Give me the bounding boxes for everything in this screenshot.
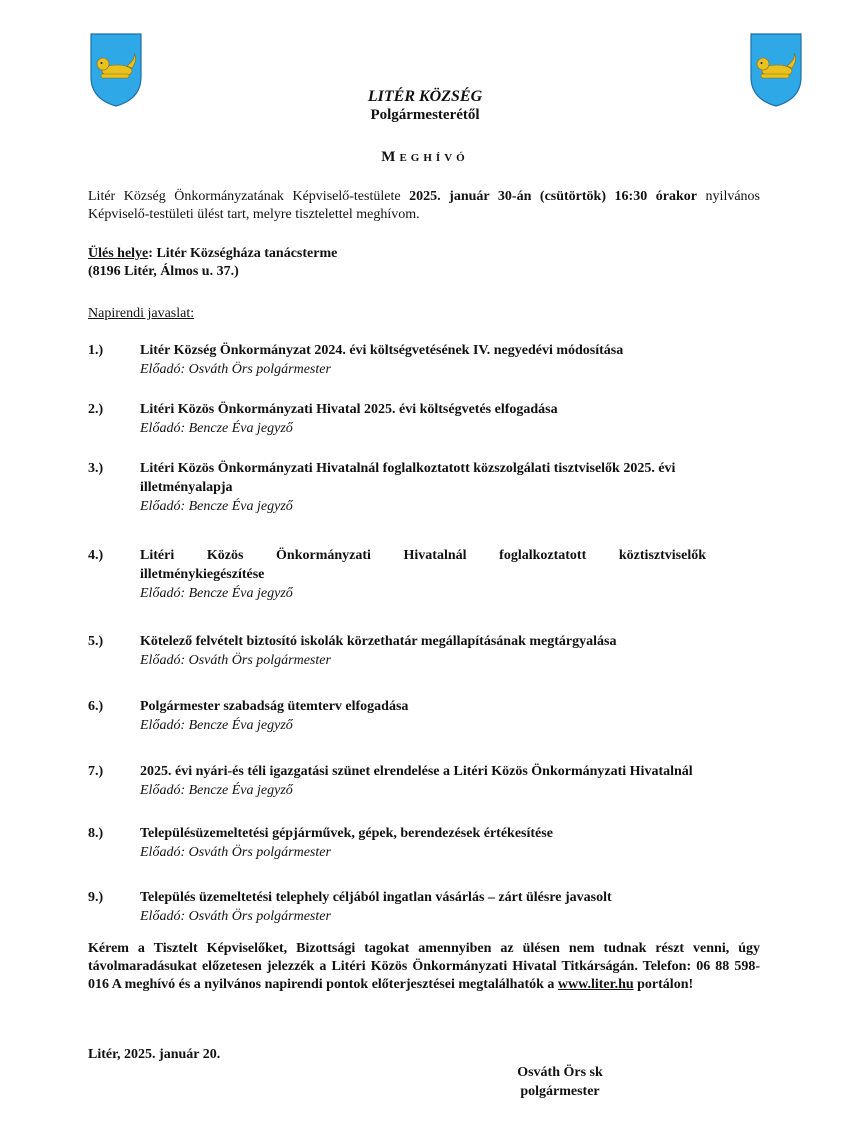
agenda-item-presenter: Előadó: Osváth Örs polgármester — [140, 845, 331, 860]
agenda-item-title-continued: illetményalapja — [140, 480, 233, 495]
agenda-item-title: Litéri Közös Önkormányzati Hivatal 2025. évi költségvetés elfogadása — [140, 402, 558, 417]
intro-paragraph: Litér Község Önkormányzatának Képviselő-testülete 2025. január 30-án (csütörtök) 16:30 órakor nyilvános Képviselő-testületi ülést tart, melyre tisztelettel meghívom. — [88, 189, 760, 222]
agenda-item-title: Litér Község Önkormányzat 2024. évi költségvetésének IV. negyedévi módosítása — [140, 343, 624, 358]
agenda-item-presenter: Előadó: Bencze Éva jegyző — [140, 586, 293, 601]
closing-paragraph: Kérem a Tisztelt Képviselőket, Bizottsági tagokat amennyiben az ülésen nem tudnak részt venni, úgy távolmaradásukat előzetesen jelezzék a Litéri Közös Önkormányzati Hivatal Titkárságán. Telefon: 06 88 598-016 A meghívó és a nyilvános napirendi pontok előterjesztései megtalálhatók a www.liter.hu portálon! — [88, 941, 760, 992]
document-title: MEGHÍVÓ — [381, 149, 469, 165]
agenda-item-presenter: Előadó: Bencze Éva jegyző — [140, 421, 293, 436]
village-name: LITÉR KÖZSÉG — [367, 88, 483, 105]
website-link[interactable]: www.liter.hu — [557, 977, 634, 992]
agenda-item-title: 2025. évi nyári-és téli igazgatási szünet elrendelése a Litéri Közös Önkormányzati Hivatalnál — [140, 764, 693, 779]
agenda-item-title: Település üzemeltetési telephely céljából ingatlan vásárlás – zárt ülésre javasolt — [140, 890, 612, 905]
agenda-item-presenter: Előadó: Osváth Örs polgármester — [140, 909, 331, 924]
meeting-datetime: 2025. január 30-án (csütörtök) 16:30 órakor — [409, 189, 697, 204]
agenda-item-presenter: Előadó: Bencze Éva jegyző — [140, 783, 293, 798]
document-header — [0, 88, 850, 124]
venue-block: Ülés helye: Litér Községháza tanácsterme (8196 Litér, Álmos u. 37.) — [88, 245, 760, 281]
venue-place: Litér Községháza tanácsterme — [156, 246, 338, 261]
agenda-item-title-continued: illetménykiegészítése — [140, 567, 265, 582]
agenda-item-presenter: Előadó: Bencze Éva jegyző — [140, 499, 293, 514]
place-date: Litér, 2025. január 20. — [88, 1047, 221, 1062]
agenda-item-presenter: Előadó: Osváth Örs polgármester — [140, 362, 331, 377]
agenda-item-presenter: Előadó: Osváth Örs polgármester — [140, 653, 331, 668]
agenda-item-title: Településüzemeltetési gépjárművek, gépek, berendezések értékesítése — [140, 826, 553, 841]
agenda-item-presenter: Előadó: Bencze Éva jegyző — [140, 718, 293, 733]
signature-role: polgármester — [520, 1084, 600, 1099]
venue-address: (8196 Litér, Álmos u. 37.) — [88, 264, 239, 279]
agenda-item-title: Kötelező felvételt biztosító iskolák körzethatár megállapításának megtárgyalása — [140, 634, 617, 649]
agenda-item-title: Polgármester szabadság ütemterv elfogadása — [140, 699, 409, 714]
signature-block — [480, 1063, 640, 1101]
signature-name: Osváth Örs sk — [517, 1065, 603, 1080]
agenda-item-title: Litéri Közös Önkormányzati Hivatalnál foglalkoztatott köztisztviselők — [140, 548, 706, 563]
agenda-item-title: Litéri Közös Önkormányzati Hivatalnál foglalkoztatott közszolgálati tisztviselők 2025. évi — [140, 461, 676, 476]
sender-line: Polgármesterétől — [370, 107, 480, 123]
agenda-label: Napirendi javaslat: — [88, 306, 195, 321]
